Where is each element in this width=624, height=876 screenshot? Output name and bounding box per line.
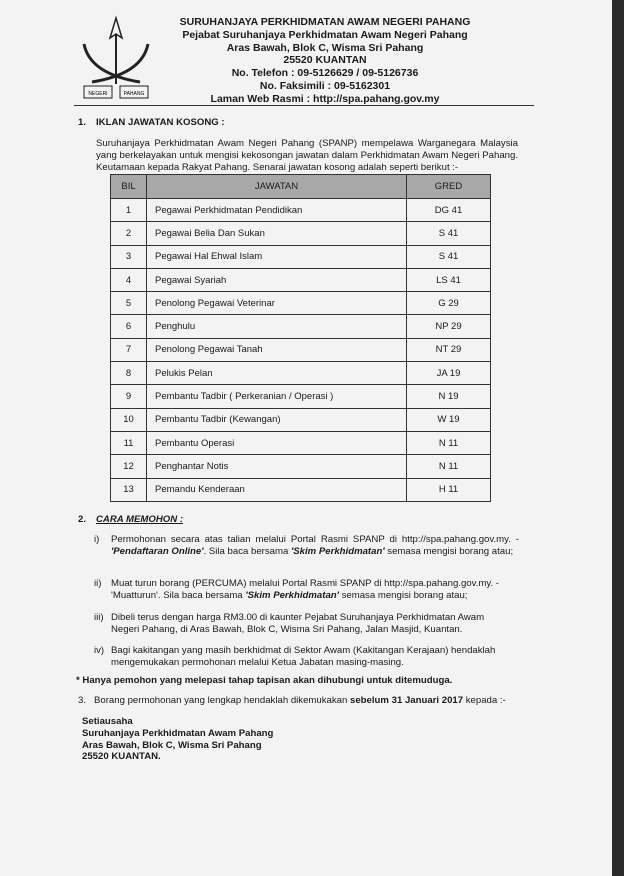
section-3-number: 3. [78,695,87,706]
emphasis: 'Skim Perkhidmatan' [291,546,385,557]
cell-jawatan: Penghulu [147,315,407,338]
pahang-crest-logo [80,14,152,104]
address-line: Aras Bawah, Blok C, Wisma Sri Pahang [82,739,262,751]
cell-gred: NT 29 [407,338,491,361]
col-header-gred: GRED [407,175,491,199]
cell-gred: G 29 [407,292,491,315]
telephone: No. Telefon : 09-5126629 / 09-5126736 [231,67,419,80]
cell-jawatan: Pembantu Tadbir (Kewangan) [147,408,407,431]
cell-gred: NP 29 [407,315,491,338]
vacancy-table [110,174,491,502]
cell-bil: 8 [111,362,147,385]
text: Permohonan secara atas talian melalui Portal Rasmi SPANP di http://spa.pahang.gov.my. - [111,534,519,545]
table-row [111,222,491,245]
section-1-intro: Suruhanjaya Perkhidmatan Awam Negeri Pahang (SPANP) mempelawa Warganegara Malaysia yang berkelayakan untuk mengisi kekosongan jawatan dalam Perkhidmatan Awam Negeri Pahang. Keutamaan kepada Rakyat Pahang. Senarai jawatan kosong adalah seperti berikut :- [96,138,518,173]
table-row [111,362,491,385]
text: kepada :- [463,695,506,706]
address-line: Aras Bawah, Blok C, Wisma Sri Pahang [226,41,424,54]
office-name: Pejabat Suruhanjaya Perkhidmatan Awam Negeri Pahang [182,28,468,41]
section-1-number: 1. [78,117,87,128]
cell-gred: N 19 [407,385,491,408]
cell-gred: H 11 [407,478,491,501]
cell-jawatan: Pegawai Syariah [147,268,407,291]
agency-name: SURUHANJAYA PERKHIDMATAN AWAM NEGERI PAHANG [179,16,471,28]
cell-gred: W 19 [407,408,491,431]
table-row [111,431,491,454]
col-header-jawatan: JAWATAN [147,175,407,199]
text: semasa mengisi borang atau; [338,590,468,601]
cell-gred: JA 19 [407,362,491,385]
website: Laman Web Rasmi : http://spa.pahang.gov.my [210,92,440,105]
item-iv-text: Bagi kakitangan yang masih berkhidmat di Sektor Awam (Kakitangan Kerajaan) hendaklah mengemukakan permohonan melalui Ketua Jabatan masing-masing. [111,645,496,668]
cell-bil: 9 [111,385,147,408]
table-row [111,338,491,361]
text: Muat turun borang (PERCUMA) melalui Portal Rasmi SPANP di http://spa.pahang.gov.my. - 'Muatturun'. Sila baca bersama [111,578,499,601]
mailing-address [82,716,273,763]
table-row [111,478,491,501]
letterhead [160,16,490,106]
cell-jawatan: Pembantu Tadbir ( Perkeranian / Operasi ) [147,385,407,408]
cell-bil: 12 [111,455,147,478]
cell-bil: 2 [111,222,147,245]
cell-gred: N 11 [407,431,491,454]
table-row [111,245,491,268]
screening-note: * Hanya pemohon yang melepasi tahap tapisan akan dihubungi untuk ditemuduga. [76,675,453,686]
svg-text:NEGERI: NEGERI [88,91,108,97]
table-row [111,199,491,222]
item-i-number: i) [94,534,100,545]
item-ii-number: ii) [94,578,102,589]
col-header-bil: BIL [111,175,147,199]
address-line: Suruhanjaya Perkhidmatan Awam Pahang [82,727,274,739]
table-row [111,455,491,478]
cell-bil: 10 [111,408,147,431]
table-row [111,315,491,338]
section-1-title: IKLAN JAWATAN KOSONG : [96,117,225,128]
table-row [111,292,491,315]
address-line: Setiausaha [82,716,133,727]
cell-jawatan: Pegawai Hal Ehwal Islam [147,245,407,268]
cell-bil: 1 [111,199,147,222]
item-iii-number: iii) [94,612,104,623]
emphasis: 'Pendaftaran Online' [111,546,204,557]
cell-bil: 3 [111,245,147,268]
table-row [111,385,491,408]
cell-jawatan: Pemandu Kenderaan [147,478,407,501]
cell-jawatan: Pelukis Pelan [147,362,407,385]
text: Borang permohonan yang lengkap hendaklah dikemukakan [94,695,351,706]
cell-gred: LS 41 [407,268,491,291]
scan-edge [612,0,624,876]
cell-jawatan: Penghantar Notis [147,455,407,478]
cell-gred: DG 41 [407,199,491,222]
section-3-text [94,695,506,707]
cell-gred: S 41 [407,222,491,245]
postcode-city: 25520 KUANTAN [283,54,367,67]
svg-text:PAHANG: PAHANG [123,91,145,97]
item-ii-text [111,578,519,602]
text: semasa mengisi borang atau; [384,546,514,557]
cell-bil: 6 [111,315,147,338]
text: . Sila baca bersama [203,546,291,557]
cell-gred: S 41 [407,245,491,268]
emphasis: 'Skim Perkhidmatan' [245,590,339,601]
cell-bil: 5 [111,292,147,315]
fax: No. Faksimili : 09-5162301 [259,79,391,92]
item-iv-number: iv) [94,645,105,656]
table-row [111,268,491,291]
cell-bil: 13 [111,478,147,501]
cell-gred: N 11 [407,455,491,478]
item-iii-text: Dibeli terus dengan harga RM3.00 di kaunter Pejabat Suruhanjaya Perkhidmatan Awam Negeri Pahang, di Aras Bawah, Blok C, Wisma Sri Pahang, Jalan Masjid, Kuantan. [111,612,485,635]
cell-jawatan: Pembantu Operasi [147,431,407,454]
cell-bil: 4 [111,268,147,291]
cell-jawatan: Penolong Pegawai Tanah [147,338,407,361]
deadline: sebelum 31 Januari 2017 [350,695,464,706]
section-2-number: 2. [78,514,87,525]
cell-jawatan: Penolong Pegawai Veterinar [147,292,407,315]
cell-bil: 11 [111,431,147,454]
cell-jawatan: Pegawai Perkhidmatan Pendidikan [147,199,407,222]
address-line: 25520 KUANTAN. [82,751,161,763]
cell-jawatan: Pegawai Belia Dan Sukan [147,222,407,245]
item-i-text [111,534,519,558]
section-2-title: CARA MEMOHON : [96,514,184,525]
table-row [111,408,491,431]
divider [74,105,534,106]
cell-bil: 7 [111,338,147,361]
